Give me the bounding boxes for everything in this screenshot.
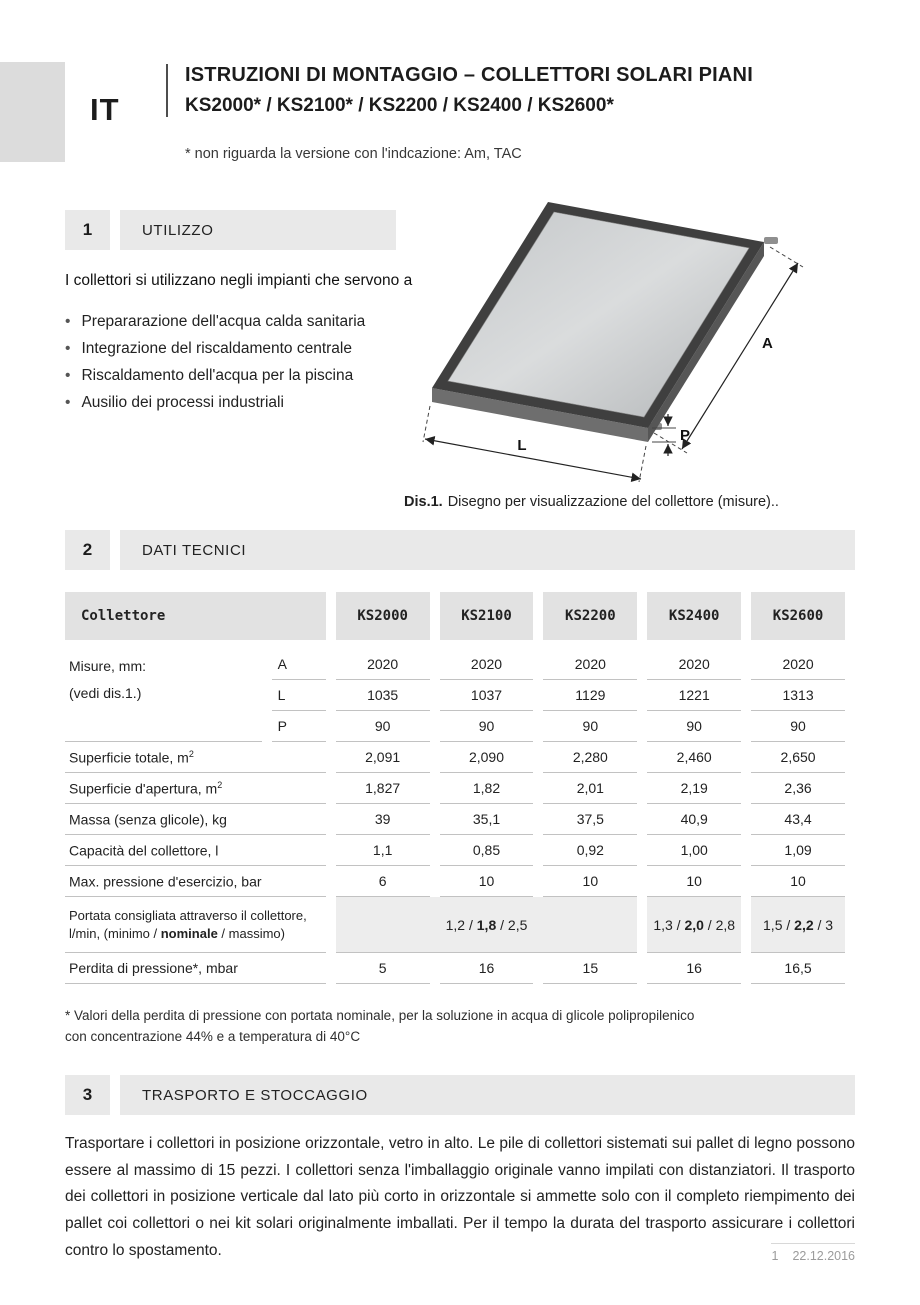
section-3-number: 3 [65, 1075, 110, 1115]
figure-caption-label: Dis.1. [404, 494, 443, 510]
collector-figure [396, 190, 868, 487]
table-cell: 43,4 [751, 804, 845, 835]
dim-label-a: A [762, 335, 773, 352]
section-2-header [65, 530, 855, 570]
row-label: Superficie d'apertura, $m^2$ [65, 773, 326, 804]
page-corner-mark [0, 62, 65, 162]
section-2-title: DATI TECNICI [120, 530, 855, 570]
dim-label-l: L [517, 437, 527, 454]
section-1-title: UTILIZZO [120, 210, 855, 250]
list-item [65, 308, 365, 335]
table-corner-header: Collettore [65, 592, 326, 640]
technical-data-table [55, 592, 855, 984]
bullet-text: Integrazione del riscaldamento centrale [81, 340, 352, 357]
table-cell: 1,00 [647, 835, 741, 866]
row-label: Max. pressione d'esercizio, bar [65, 866, 326, 897]
table-cell: 90 [647, 711, 741, 742]
dim-letter: A [272, 649, 326, 680]
section-1-number: 1 [65, 210, 110, 250]
row-label: Perdita di pressione*, mbar [65, 953, 326, 984]
table-cell: 37,5 [543, 804, 637, 835]
row-label-portata: Portata consigliata attraverso il collettore, l/min, (minimo / nominale / massimo) [65, 897, 326, 953]
table-cell: 90 [336, 711, 430, 742]
section-3-title: TRASPORTO E STOCCAGGIO [120, 1075, 855, 1115]
collector-drawing [396, 190, 868, 482]
section-3-header [65, 1075, 855, 1115]
table-row [65, 804, 845, 835]
section-2-number: 2 [65, 530, 110, 570]
table-cell: 39 [336, 804, 430, 835]
table-cell: 2,091 [336, 742, 430, 773]
table-footnote [65, 1006, 694, 1048]
table-cell: 0,92 [543, 835, 637, 866]
footnote-line: con concentrazione 44% e a temperatura di 40°C [65, 1028, 361, 1044]
table-cell: 10 [751, 866, 845, 897]
header-note: * non riguarda la versione con l'indcazione: Am, TAC [185, 146, 522, 162]
table-row [65, 953, 845, 984]
table-cell: 10 [647, 866, 741, 897]
bullet-icon: • [65, 367, 71, 384]
table-cell: 2,650 [751, 742, 845, 773]
table-cell: 1,09 [751, 835, 845, 866]
table-cell: 1037 [440, 680, 534, 711]
column-header-ks2200: KS2200 [543, 592, 637, 640]
section-3-body: Trasportare i collettori in posizione orizzontale, vetro in alto. Le pile di collettori sistemati sui pallet di legno possono essere al massimo di 15 pezzi. I collettori senza l'imballaggio originale vanno impilati con distanziatori. Il trasporto dei collettori in posizione verticale dal lato più corto in orizzontale si ammette solo con il completo riempimento dei pallet coi collettori o nei kit solari originalmente imballati. Per il tempo la durata del trasporto assicurare i collettori contro lo spostamento. [65, 1135, 855, 1259]
bullet-text: Riscaldamento dell'acqua per la piscina [81, 367, 354, 384]
bullet-icon: • [65, 394, 71, 411]
list-item [65, 335, 365, 362]
table-cell: 90 [751, 711, 845, 742]
document-header [166, 64, 753, 117]
dim-label-p: P [680, 427, 691, 444]
table-cell: 2020 [647, 649, 741, 680]
table-cell: 1,827 [336, 773, 430, 804]
table-cell: 1,1 [336, 835, 430, 866]
table-cell: 10 [440, 866, 534, 897]
table-header-row [65, 592, 845, 640]
list-item [65, 362, 365, 389]
section-1-intro: I collettori si utilizzano negli impianti che servono a [65, 272, 413, 289]
bullet-text: Prepararazione dell'acqua calda sanitaria [81, 313, 366, 330]
table-cell: 16,5 [751, 953, 845, 984]
table-cell: 40,9 [647, 804, 741, 835]
bullet-icon: • [65, 313, 71, 330]
table-cell: 15 [543, 953, 637, 984]
usage-bullet-list [65, 308, 365, 416]
column-header-ks2400: KS2400 [647, 592, 741, 640]
column-header-ks2000: KS2000 [336, 592, 430, 640]
list-item [65, 389, 365, 416]
table-row-portata [65, 897, 845, 953]
technical-data [65, 592, 855, 984]
document-subtitle: KS2000* / KS2100* / KS2200 / KS2400 / KS2600* [185, 95, 614, 116]
table-cell: 1221 [647, 680, 741, 711]
misure-sublabel: (vedi dis.1.) [69, 685, 142, 701]
table-cell: 5 [336, 953, 430, 984]
bullet-icon: • [65, 340, 71, 357]
table-cell: 2,19 [647, 773, 741, 804]
table-cell: 35,1 [440, 804, 534, 835]
dim-letter: P [272, 711, 326, 742]
table-row [65, 649, 845, 680]
table-cell: 2020 [543, 649, 637, 680]
table-row [65, 866, 845, 897]
table-cell: 2,280 [543, 742, 637, 773]
row-label: Capacità del collettore, l [65, 835, 326, 866]
footer-date: 22.12.2016 [792, 1249, 855, 1263]
table-cell: 1,3 / 2,0 / 2,8 [647, 897, 741, 953]
pipe-stub-icon [764, 237, 778, 244]
footer-page-number: 1 [771, 1249, 779, 1263]
table-row [65, 773, 845, 804]
table-row [65, 835, 845, 866]
table-cell: 0,85 [440, 835, 534, 866]
table-cell: 1035 [336, 680, 430, 711]
figure-caption-text: Disegno per visualizzazione del collettore (misure).. [447, 494, 779, 510]
table-cell: 2,36 [751, 773, 845, 804]
table-cell: 1129 [543, 680, 637, 711]
language-label: IT [90, 92, 120, 127]
table-cell: 2020 [440, 649, 534, 680]
row-label: Massa (senza glicole), kg [65, 804, 326, 835]
table-cell: 2,460 [647, 742, 741, 773]
dim-letter: L [272, 680, 326, 711]
table-cell: 2,090 [440, 742, 534, 773]
bullet-text: Ausilio dei processi industriali [81, 394, 284, 411]
table-row [65, 742, 845, 773]
table-cell: 1,82 [440, 773, 534, 804]
table-cell-merged: 1,2 / 1,8 / 2,5 [336, 897, 638, 953]
row-label: Superficie totale, $m^2$ [65, 742, 326, 773]
figure-caption [404, 494, 779, 510]
row-label-misure [65, 649, 262, 742]
table-cell: 90 [543, 711, 637, 742]
table-cell: 1313 [751, 680, 845, 711]
table-cell: 10 [543, 866, 637, 897]
table-cell: 2,01 [543, 773, 637, 804]
table-cell: 90 [440, 711, 534, 742]
table-cell: 2020 [336, 649, 430, 680]
document-title: ISTRUZIONI DI MONTAGGIO – COLLETTORI SOLARI PIANI [185, 64, 753, 86]
misure-label: Misure, mm: [69, 658, 146, 674]
page-footer [771, 1243, 855, 1263]
table-cell: 2020 [751, 649, 845, 680]
table-cell: 6 [336, 866, 430, 897]
column-header-ks2100: KS2100 [440, 592, 534, 640]
column-header-ks2600: KS2600 [751, 592, 845, 640]
table-cell: 16 [647, 953, 741, 984]
footnote-line: * Valori della perdita di pressione con portata nominale, per la soluzione in acqua di glicole polipropilenico [65, 1008, 695, 1023]
table-cell: 16 [440, 953, 534, 984]
table-cell: 1,5 / 2,2 / 3 [751, 897, 845, 953]
